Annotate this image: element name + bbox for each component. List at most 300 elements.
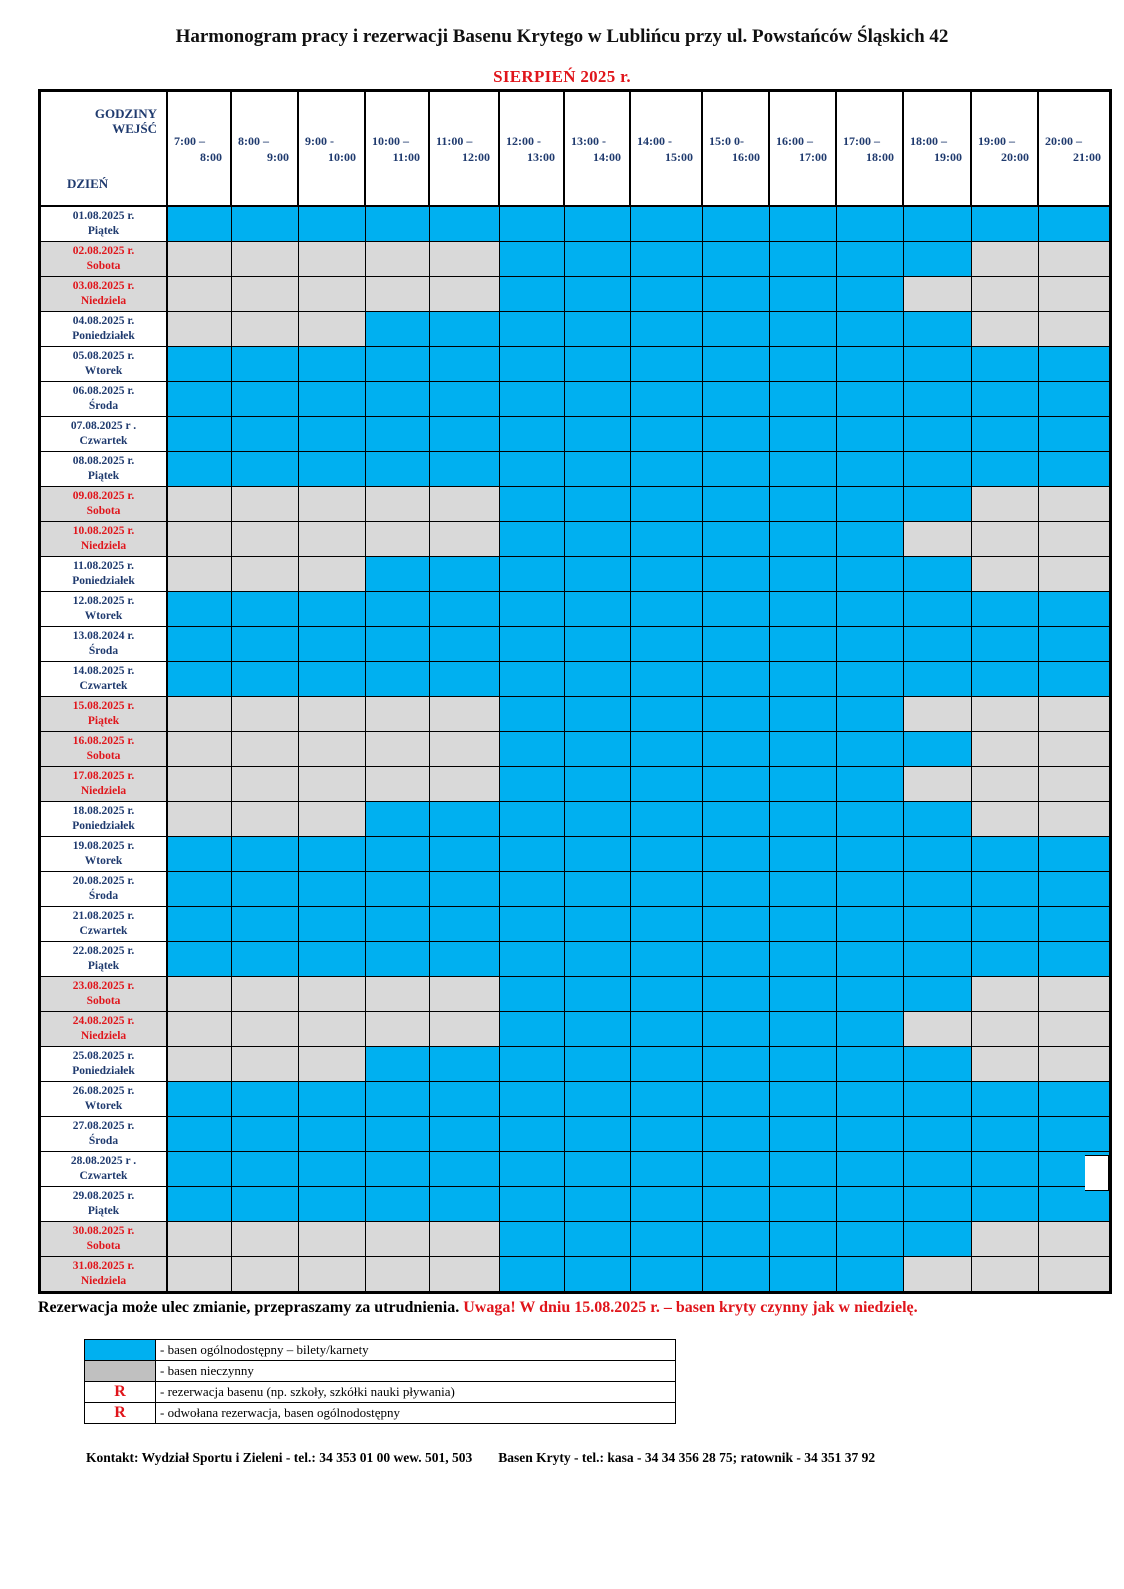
slot-closed: [298, 277, 365, 312]
notice-text: Rezerwacja może ulec zmianie, przepraszamy za utrudnienia.: [38, 1299, 460, 1316]
slot-open: [499, 347, 564, 382]
slot-open: [903, 1222, 971, 1257]
day-weekday: Piątek: [87, 225, 120, 237]
slot-open: [564, 417, 630, 452]
slot-open: [836, 277, 903, 312]
slot-open: [836, 1187, 903, 1222]
slot-closed: [429, 277, 499, 312]
slot-open: [1038, 592, 1111, 627]
slot-open: [630, 487, 702, 522]
slot-closed: [167, 522, 231, 557]
hour-end: 14:00: [593, 149, 621, 164]
hour-header: [499, 91, 564, 207]
slot-open: [630, 1257, 702, 1293]
slot-open: [298, 872, 365, 907]
hour-start: 14:00 -: [637, 133, 672, 148]
slot-open: [630, 942, 702, 977]
slot-open: [564, 767, 630, 802]
slot-closed: [971, 312, 1038, 347]
slot-open: [702, 1187, 769, 1222]
slot-closed: [231, 1257, 298, 1293]
slot-open: [630, 417, 702, 452]
day-date: 25.08.2025 r.: [72, 1050, 135, 1062]
day-row: [40, 592, 1111, 627]
slot-closed: [298, 977, 365, 1012]
slot-closed: [231, 977, 298, 1012]
slot-open: [1038, 382, 1111, 417]
slot-closed: [167, 487, 231, 522]
day-cell: [40, 452, 168, 487]
slot-closed: [1038, 977, 1111, 1012]
slot-open: [630, 627, 702, 662]
slot-open: [1038, 1082, 1111, 1117]
slot-open: [769, 452, 836, 487]
slot-closed: [167, 732, 231, 767]
day-cell: [40, 382, 168, 417]
day-weekday: Środa: [88, 890, 119, 902]
slot-open: [499, 1012, 564, 1047]
slot-open: [564, 907, 630, 942]
slot-closed: [231, 1047, 298, 1082]
day-cell: [40, 1047, 168, 1082]
slot-open: [702, 592, 769, 627]
slot-open: [499, 662, 564, 697]
slot-open: [499, 312, 564, 347]
day-cell: [40, 1187, 168, 1222]
day-row: [40, 942, 1111, 977]
slot-open: [564, 662, 630, 697]
slot-open: [365, 907, 429, 942]
day-cell: [40, 1082, 168, 1117]
slot-open: [231, 1117, 298, 1152]
legend-table: [84, 1339, 676, 1424]
day-weekday: Czwartek: [79, 680, 128, 692]
day-date: 12.08.2025 r.: [72, 595, 135, 607]
slot-closed: [429, 697, 499, 732]
slot-open: [365, 1152, 429, 1187]
slot-open: [1038, 452, 1111, 487]
slot-open: [903, 1047, 971, 1082]
slot-open: [836, 312, 903, 347]
slot-closed: [231, 522, 298, 557]
slot-open: [564, 557, 630, 592]
day-row: [40, 1187, 1111, 1222]
slot-closed: [365, 277, 429, 312]
slot-open: [1038, 1117, 1111, 1152]
slot-open: [1038, 662, 1111, 697]
slot-open: [769, 732, 836, 767]
day-date: 09.08.2025 r.: [72, 490, 135, 502]
day-row: [40, 837, 1111, 872]
slot-closed: [167, 802, 231, 837]
hour-start: 9:00 -: [305, 133, 334, 148]
slot-open: [971, 942, 1038, 977]
slot-open: [769, 1012, 836, 1047]
hour-header: [564, 91, 630, 207]
day-cell: [40, 1257, 168, 1293]
slot-open: [298, 452, 365, 487]
day-row: [40, 662, 1111, 697]
slot-open: [702, 242, 769, 277]
slot-open: [903, 977, 971, 1012]
slot-open: [499, 487, 564, 522]
slot-open: [971, 592, 1038, 627]
slot-open: [429, 1117, 499, 1152]
slot-open: [836, 347, 903, 382]
day-row: [40, 382, 1111, 417]
slot-closed: [971, 697, 1038, 732]
day-cell: [40, 1152, 168, 1187]
slot-open: [971, 872, 1038, 907]
slot-open: [365, 382, 429, 417]
slot-open: [971, 907, 1038, 942]
slot-open: [298, 592, 365, 627]
day-row: [40, 347, 1111, 382]
slot-open: [702, 802, 769, 837]
slot-open: [769, 206, 836, 242]
page-title: Harmonogram pracy i rezerwacji Basenu Krytego w Lublińcu przy ul. Powstańców Śląskich 42: [175, 26, 949, 47]
slot-open: [429, 206, 499, 242]
slot-open: [499, 627, 564, 662]
slot-open: [365, 662, 429, 697]
day-row: [40, 1082, 1111, 1117]
day-cell: [40, 907, 168, 942]
day-date: 21.08.2025 r.: [72, 910, 135, 922]
slot-open: [564, 452, 630, 487]
slot-open: [836, 382, 903, 417]
slot-open: [630, 277, 702, 312]
day-weekday: Sobota: [86, 995, 121, 1007]
day-row: [40, 697, 1111, 732]
day-row: [40, 487, 1111, 522]
legend-swatch-open: [85, 1340, 156, 1361]
slot-closed: [167, 1047, 231, 1082]
slot-open: [836, 1152, 903, 1187]
hour-header: [1038, 91, 1111, 207]
slot-open: [836, 522, 903, 557]
slot-open: [1038, 872, 1111, 907]
slot-open: [702, 1152, 769, 1187]
slot-open: [429, 1152, 499, 1187]
day-date: 26.08.2025 r.: [72, 1085, 135, 1097]
slot-closed: [231, 697, 298, 732]
slot-closed: [429, 522, 499, 557]
slot-open: [1038, 942, 1111, 977]
slot-open: [564, 1152, 630, 1187]
hours-label-line1: GODZINY: [94, 106, 157, 121]
slot-open: [429, 907, 499, 942]
day-weekday: Czwartek: [79, 435, 128, 447]
slot-closed: [298, 1047, 365, 1082]
slot-open: [630, 1012, 702, 1047]
day-row: [40, 732, 1111, 767]
day-cell: [40, 487, 168, 522]
slot-open: [769, 697, 836, 732]
slot-open: [903, 417, 971, 452]
day-row: [40, 802, 1111, 837]
slot-closed: [231, 802, 298, 837]
slot-open: [429, 837, 499, 872]
slot-open: [1038, 347, 1111, 382]
slot-open: [630, 662, 702, 697]
slot-closed: [365, 522, 429, 557]
day-cell: [40, 242, 168, 277]
slot-closed: [971, 1257, 1038, 1293]
slot-open: [499, 1082, 564, 1117]
slot-open: [429, 417, 499, 452]
slot-closed: [1038, 522, 1111, 557]
stray-cell: [1085, 1155, 1109, 1191]
hour-end: 13:00: [527, 149, 555, 164]
hour-start: 11:00 –: [436, 133, 473, 148]
slot-closed: [1038, 277, 1111, 312]
slot-closed: [167, 312, 231, 347]
slot-closed: [365, 697, 429, 732]
slot-open: [702, 382, 769, 417]
slot-open: [769, 382, 836, 417]
slot-open: [836, 837, 903, 872]
slot-open: [298, 837, 365, 872]
slot-closed: [298, 522, 365, 557]
day-cell: [40, 837, 168, 872]
day-weekday: Sobota: [86, 1240, 121, 1252]
slot-open: [971, 1187, 1038, 1222]
slot-open: [836, 557, 903, 592]
slot-open: [769, 1257, 836, 1293]
slot-open: [630, 907, 702, 942]
slot-open: [564, 1187, 630, 1222]
slot-closed: [167, 767, 231, 802]
slot-closed: [1038, 732, 1111, 767]
slot-open: [769, 592, 836, 627]
slot-open: [429, 1047, 499, 1082]
header-corner: [40, 91, 168, 207]
day-date: 10.08.2025 r.: [72, 525, 135, 537]
slot-open: [167, 1187, 231, 1222]
hour-start: 10:00 –: [372, 133, 409, 148]
slot-closed: [167, 977, 231, 1012]
day-weekday: Wtorek: [84, 1100, 123, 1112]
notice-warning: Uwaga! W dniu 15.08.2025 r. – basen kryty czynny jak w niedzielę.: [463, 1299, 918, 1316]
slot-open: [564, 522, 630, 557]
slot-closed: [231, 312, 298, 347]
hours-label: [81, 106, 157, 136]
slot-closed: [298, 312, 365, 347]
day-cell: [40, 277, 168, 312]
slot-open: [903, 557, 971, 592]
legend-mark-reservation: R: [85, 1382, 156, 1403]
slot-closed: [1038, 697, 1111, 732]
slot-open: [903, 837, 971, 872]
slot-open: [499, 452, 564, 487]
day-weekday: Poniedziałek: [72, 1065, 135, 1077]
slot-closed: [903, 277, 971, 312]
slot-closed: [1038, 767, 1111, 802]
slot-open: [365, 1117, 429, 1152]
slot-open: [1038, 627, 1111, 662]
day-cell: [40, 697, 168, 732]
slot-open: [429, 1187, 499, 1222]
hour-end: 10:00: [328, 149, 356, 164]
month-heading: SIERPIEŃ 2025 r.: [493, 67, 631, 86]
slot-open: [903, 872, 971, 907]
header-row: [40, 91, 1111, 207]
slot-open: [365, 1187, 429, 1222]
slot-open: [231, 1187, 298, 1222]
slot-open: [971, 662, 1038, 697]
hour-start: 20:00 –: [1045, 133, 1082, 148]
slot-open: [836, 452, 903, 487]
slot-open: [365, 837, 429, 872]
day-cell: [40, 1012, 168, 1047]
slot-open: [499, 1047, 564, 1082]
slot-open: [499, 907, 564, 942]
day-cell: [40, 592, 168, 627]
slot-open: [702, 977, 769, 1012]
slot-open: [903, 802, 971, 837]
slot-open: [365, 802, 429, 837]
slot-open: [769, 1082, 836, 1117]
slot-open: [429, 592, 499, 627]
day-row: [40, 312, 1111, 347]
slot-open: [298, 1152, 365, 1187]
slot-open: [903, 1082, 971, 1117]
slot-open: [836, 977, 903, 1012]
day-row: [40, 1047, 1111, 1082]
hour-header: [365, 91, 429, 207]
legend-desc: - basen nieczynny: [156, 1361, 676, 1382]
slot-open: [499, 697, 564, 732]
slot-closed: [429, 487, 499, 522]
day-cell: [40, 977, 168, 1012]
hour-header: [836, 91, 903, 207]
day-weekday: Piątek: [87, 470, 120, 482]
slot-closed: [365, 977, 429, 1012]
slot-open: [769, 487, 836, 522]
slot-open: [971, 627, 1038, 662]
slot-open: [231, 837, 298, 872]
hour-header: [167, 91, 231, 207]
slot-closed: [298, 732, 365, 767]
slot-open: [429, 627, 499, 662]
slot-open: [630, 522, 702, 557]
hour-end: 17:00: [799, 149, 827, 164]
slot-closed: [1038, 557, 1111, 592]
slot-open: [298, 942, 365, 977]
slot-open: [499, 382, 564, 417]
day-date: 08.08.2025 r.: [72, 455, 135, 467]
slot-closed: [298, 697, 365, 732]
slot-closed: [429, 767, 499, 802]
slot-open: [499, 522, 564, 557]
slot-open: [769, 557, 836, 592]
hour-start: 17:00 –: [843, 133, 880, 148]
slot-closed: [298, 1012, 365, 1047]
slot-open: [836, 206, 903, 242]
slot-open: [167, 627, 231, 662]
slot-open: [903, 942, 971, 977]
slot-open: [836, 592, 903, 627]
slot-closed: [365, 1012, 429, 1047]
slot-open: [702, 487, 769, 522]
slot-open: [836, 1222, 903, 1257]
slot-open: [231, 627, 298, 662]
slot-open: [702, 732, 769, 767]
hour-header: [298, 91, 365, 207]
hour-header: [971, 91, 1038, 207]
slot-open: [769, 662, 836, 697]
contact-pool: Basen Kryty - tel.: kasa - 34 34 356 28 75; ratownik - 34 351 37 92: [498, 1450, 876, 1465]
slot-open: [769, 1187, 836, 1222]
slot-open: [971, 206, 1038, 242]
slot-open: [429, 802, 499, 837]
slot-open: [365, 347, 429, 382]
day-date: 19.08.2025 r.: [72, 840, 135, 852]
slot-open: [903, 907, 971, 942]
slot-closed: [971, 1012, 1038, 1047]
slot-open: [702, 277, 769, 312]
slot-open: [769, 522, 836, 557]
day-date: 16.08.2025 r.: [72, 735, 135, 747]
slot-open: [564, 872, 630, 907]
day-date: 20.08.2025 r.: [72, 875, 135, 887]
day-cell: [40, 627, 168, 662]
slot-open: [365, 942, 429, 977]
slot-open: [903, 592, 971, 627]
slot-open: [499, 767, 564, 802]
day-date: 03.08.2025 r.: [72, 280, 135, 292]
slot-open: [630, 977, 702, 1012]
slot-open: [365, 872, 429, 907]
day-weekday: Poniedziałek: [72, 330, 135, 342]
hour-header: [769, 91, 836, 207]
slot-closed: [971, 242, 1038, 277]
slot-open: [365, 557, 429, 592]
slot-open: [769, 802, 836, 837]
day-date: 06.08.2025 r.: [72, 385, 135, 397]
legend-mark-cancelled: R: [85, 1403, 156, 1424]
slot-open: [499, 872, 564, 907]
slot-open: [769, 242, 836, 277]
slot-open: [903, 206, 971, 242]
day-cell: [40, 206, 168, 242]
slot-closed: [365, 1222, 429, 1257]
slot-closed: [365, 1257, 429, 1293]
slot-closed: [903, 1257, 971, 1293]
slot-open: [499, 242, 564, 277]
slot-closed: [298, 487, 365, 522]
slot-open: [630, 592, 702, 627]
day-date: 27.08.2025 r.: [72, 1120, 135, 1132]
slot-open: [298, 1187, 365, 1222]
slot-open: [971, 382, 1038, 417]
slot-closed: [298, 767, 365, 802]
slot-open: [429, 872, 499, 907]
day-row: [40, 767, 1111, 802]
slot-closed: [231, 1012, 298, 1047]
slot-closed: [903, 767, 971, 802]
slot-open: [903, 627, 971, 662]
slot-open: [429, 347, 499, 382]
slot-closed: [429, 242, 499, 277]
slot-open: [167, 837, 231, 872]
slot-closed: [903, 697, 971, 732]
day-weekday: Wtorek: [84, 365, 123, 377]
slot-open: [429, 312, 499, 347]
slot-open: [499, 802, 564, 837]
hour-header: [903, 91, 971, 207]
slot-open: [231, 872, 298, 907]
